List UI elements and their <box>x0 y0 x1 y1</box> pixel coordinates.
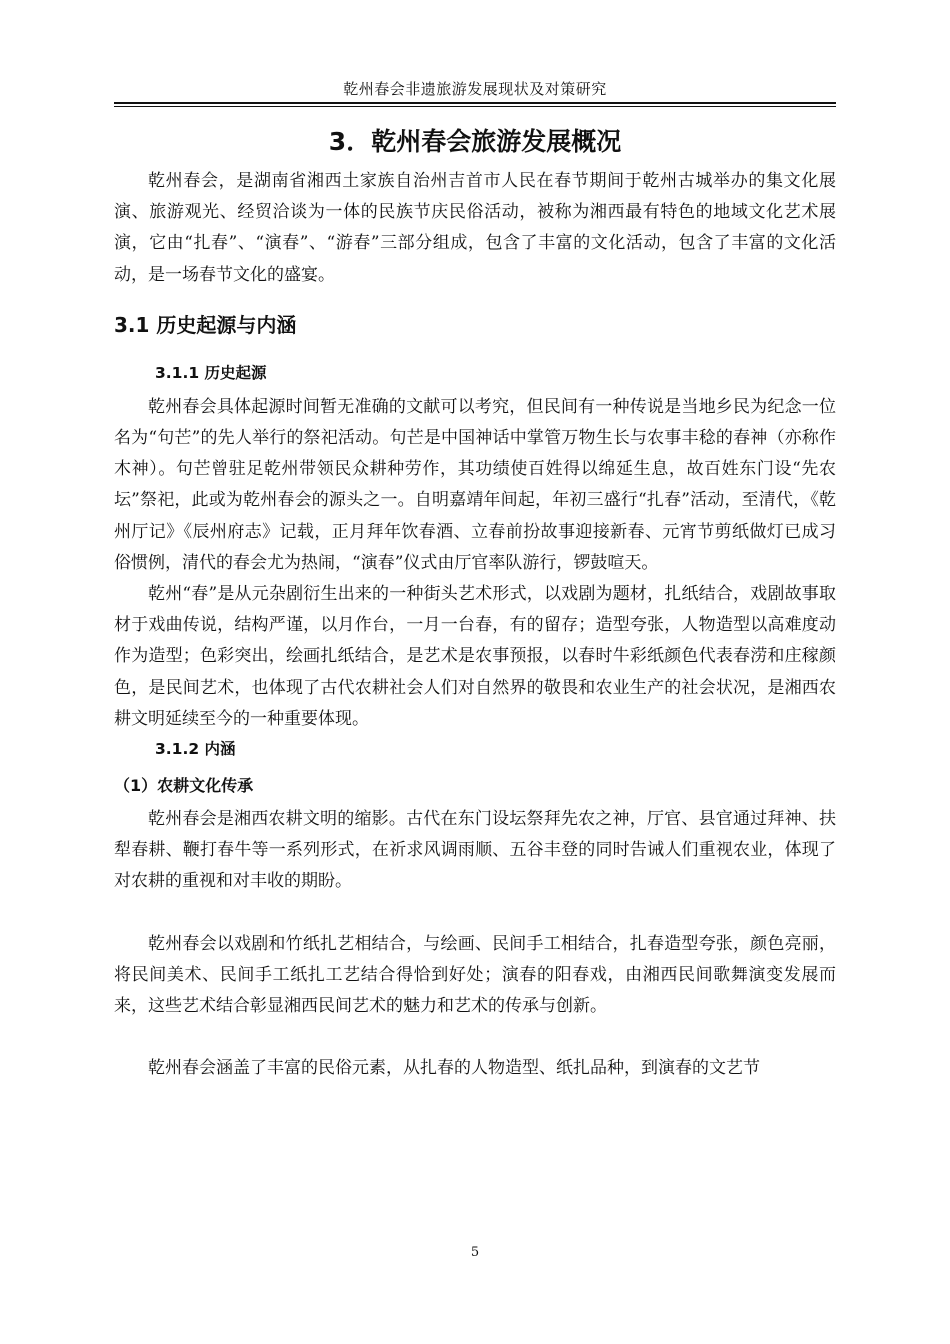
farming-paragraph: 乾州春会以戏剧和竹纸扎艺相结合，与绘画、民间手工相结合，扎春造型夸张，颜色亮丽，将民间美术、民间手工纸扎工艺结合得恰到好处；演春的阳春戏，由湘西民间歌舞演变发展而来，这些艺术结合彰显湘西民间艺术的魅力和艺术的传承与创新。 <box>114 933 836 1017</box>
paragraph-gap <box>114 898 836 929</box>
farming-paragraph: 乾州春会涵盖了丰富的民俗元素，从扎春的人物造型、纸扎品种，到演春的文艺节 <box>148 1058 760 1079</box>
page-number: 5 <box>470 1245 480 1260</box>
paragraph-gap <box>114 1022 836 1053</box>
header-rule-thin <box>114 106 836 107</box>
header-rule-thick <box>114 102 836 104</box>
origin-paragraph: 乾州“春”是从元杂剧衍生出来的一种街头艺术形式，以戏剧为题材，扎纸结合，戏剧故事取材于戏曲传说，结构严谨，以月作台，一月一台春，有的留存；造型夸张，人物造型以高难度动作为造型；色彩突出，绘画扎纸结合，是艺术是农事预报，以春时牛彩纸颜色代表春涝和庄稼颜色，是民间艺术，也体现了古代农耕社会人们对自然界的敬畏和农业生产的社会状况，是湘西农耕文明延续至今的一种重要体现。 <box>114 584 836 729</box>
page-content <box>114 118 836 1084</box>
subsection-title-connotation: 3.1.2 内涵 <box>155 740 236 759</box>
farming-paragraph: 乾州春会是湘西农耕文明的缩影。古代在东门设坛祭拜先农之神，厅官、县官通过拜神、扶犁春耕、鞭打春牛等一系列形式，在祈求风调雨顺、五谷丰登的同时告诫人们重视农业，体现了对农耕的重视和对丰收的期盼。 <box>114 809 836 892</box>
item-title-farming-culture: （1）农耕文化传承 <box>114 776 254 796</box>
subsection-title-origin: 3.1.1 历史起源 <box>155 363 267 382</box>
chapter-intro-paragraph: 乾州春会，是湖南省湘西土家族自治州吉首市人民在春节期间于乾州古城举办的集文化展演、旅游观光、经贸洽谈为一体的民族节庆民俗活动，被称为湘西最有特色的地域文化艺术展演，它由“扎春”、“演春”、“游春”三部分组成，包含了丰富的文化活动，包含了丰富的文化活动，是一场春节文化的盛宴。 <box>114 171 836 285</box>
section-title: 3.1 历史起源与内涵 <box>114 312 297 337</box>
origin-paragraph: 乾州春会具体起源时间暂无准确的文献可以考究，但民间有一种传说是当地乡民为纪念一位名为“句芒”的先人举行的祭祀活动。句芒是中国神话中掌管万物生长与农事丰稔的春神（亦称作木神）。句芒曾驻足乾州带领民众耕种劳作，其功绩使百姓得以绵延生息，故百姓东门设“先农坛”祭祀，此或为乾州春会的源头之一。自明嘉靖年间起，年初三盛行“扎春”活动，至清代，《乾州厅记》《辰州府志》记载，正月拜年饮春酒、立春前扮故事迎接新春、元宵节剪纸做灯已成习俗惯例，清代的春会尤为热闹，“演春”仪式由厅官率队游行，锣鼓喧天。 <box>114 396 836 573</box>
running-header: 乾州春会非遗旅游发展现状及对策研究 <box>343 80 607 98</box>
chapter-title: 3．乾州春会旅游发展概况 <box>328 127 622 156</box>
